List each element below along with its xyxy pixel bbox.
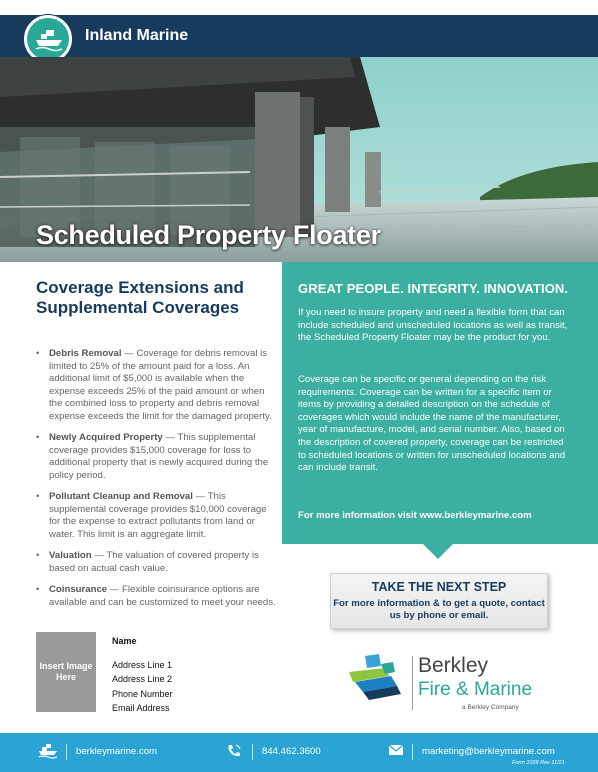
cta-title: TAKE THE NEXT STEP: [371, 580, 507, 594]
berkley-ship-logo-icon: [345, 652, 409, 702]
coverage-column: [36, 278, 276, 618]
image-placeholder: Insert Image Here: [36, 632, 96, 712]
contact-name: Name: [112, 636, 137, 646]
ship-icon: [35, 28, 63, 52]
coverage-list: [36, 348, 276, 609]
footer-bar: [0, 733, 598, 772]
more-info-link[interactable]: For more information visit www.berkleymarine.com: [298, 510, 532, 521]
page-category-title: Inland Marine: [85, 27, 189, 44]
list-item: • Valuation — The valuation of covered property is based on actual cash value.: [36, 550, 276, 575]
brand-name: Berkley: [418, 654, 489, 677]
footer-separator: [66, 744, 67, 760]
next-step-callout: [330, 573, 548, 629]
contact-email: Email Address: [112, 703, 170, 713]
footer-website-link[interactable]: berkleymarine.com: [76, 746, 158, 757]
footer-separator: [412, 744, 413, 760]
hero-title: Scheduled Property Floater: [36, 220, 381, 250]
brand-subtitle: Fire & Marine: [418, 679, 533, 700]
list-item: • Newly Acquired Property — This supplemental coverage provides $15,000 coverage for loss to additional property that is newly acquired during the policy period.: [36, 432, 276, 482]
list-item: • Coinsurance — Flexible coinsurance options are available and can be customized to meet your needs.: [36, 584, 276, 609]
contact-address-2: Address Line 2: [112, 674, 173, 684]
agent-contact: [112, 634, 173, 716]
coverage-paragraph: Coverage can be specific or general depending on the risk requirements. Coverage can be written for a specific item or items by providing a detailed description on the schedule of coverages which would include the name of the manufacturer, year of manufacture, model, and serial number. Also, based on the description of covered property, coverage can be restricted to scheduled locations or written for unscheduled locations and can include transit.: [298, 374, 566, 474]
footer-phone[interactable]: 844.462.3600: [262, 746, 321, 757]
phone-icon: [226, 743, 242, 759]
contact-address-1: Address Line 1: [112, 659, 173, 670]
panel-pointer: [422, 543, 454, 559]
cta-text: For more information & to get a quote, contact us by phone or email.: [333, 598, 545, 621]
logo-divider: [412, 656, 413, 710]
tagline-heading: GREAT PEOPLE. INTEGRITY. INNOVATION.: [298, 281, 569, 296]
inland-marine-logo: [24, 15, 72, 63]
footer-separator: [252, 744, 253, 760]
contact-phone: Phone Number: [112, 688, 173, 699]
form-number: Form 1028 Rev 11/21: [512, 760, 565, 766]
coverage-heading: Coverage Extensions and Supplemental Coverages: [36, 278, 244, 317]
list-item: • Debris Removal — Coverage for debris removal is limited to 25% of the amount paid for a loss. An additional limit of $5,000 is available when the expense exceeds 25% of the paid amount or when the combined loss to property and debris removal expense exceeds the limit for the damaged property.: [36, 348, 276, 423]
ship-icon: [38, 743, 58, 759]
mail-icon: [388, 743, 404, 757]
intro-paragraph: If you need to insure property and need a flexible form that can include scheduled and unscheduled locations as well as transit, the Scheduled Property Floater may be the product for you.: [298, 307, 568, 344]
brand-company: a Berkley Company: [462, 704, 519, 711]
footer-email-link[interactable]: marketing@berkleymarine.com: [422, 746, 555, 757]
list-item: • Pollutant Cleanup and Removal — This supplemental coverage provides $10,000 coverage for the expense to extract pollutants from land or water. This limit is an aggregate limit.: [36, 491, 276, 541]
